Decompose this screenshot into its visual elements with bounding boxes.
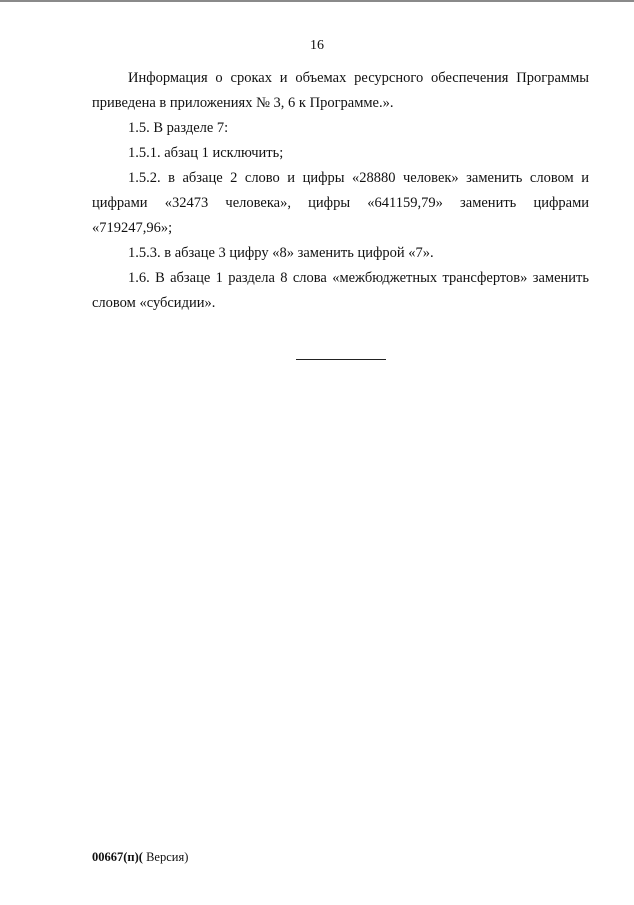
document-footer bbox=[92, 850, 188, 865]
paragraph-1-6: 1.6. В абзаце 1 раздела 8 слова «межбюджетных трансфертов» заменить словом «субсидии». bbox=[92, 270, 589, 311]
document-code: 00667(п)( bbox=[92, 850, 143, 864]
page-number: 16 bbox=[310, 38, 324, 53]
document-body bbox=[92, 66, 589, 316]
paragraph-1-5-3: 1.5.3. в абзаце 3 цифру «8» заменить цифрой «7». bbox=[128, 245, 434, 261]
end-divider-line bbox=[296, 359, 386, 360]
paragraph-resource-info: Информация о сроках и объемах ресурсного обеспечения Программы приведена в приложениях № 3, 6 к Программе.». bbox=[92, 70, 589, 111]
paragraph-1-5-1: 1.5.1. абзац 1 исключить; bbox=[128, 145, 284, 161]
paragraph-1-5-2: 1.5.2. в абзаце 2 слово и цифры «28880 человек» заменить словом и цифрами «32473 человека», цифры «641159,79» заменить цифрами «719247,96»; bbox=[92, 170, 589, 236]
page-top-edge bbox=[0, 0, 634, 2]
version-label: Версия) bbox=[142, 850, 189, 864]
paragraph-section-7: 1.5. В разделе 7: bbox=[128, 120, 229, 136]
